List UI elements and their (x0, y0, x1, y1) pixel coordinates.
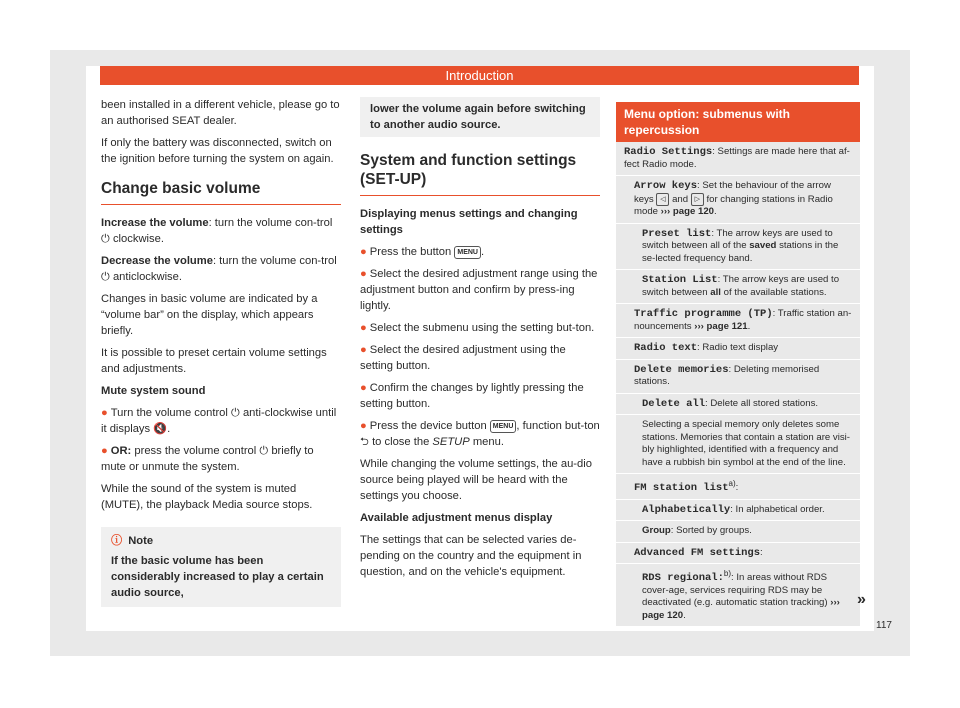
list-item: ● Select the desired adjustment using the setting button. (360, 344, 566, 372)
list-item: ● OR: press the volume control ⏻ briefly to mute or unmute the system. (101, 445, 314, 473)
arrow-left-icon: ◁ (656, 193, 669, 206)
note-continued: lower the volume again before switching to another audio source. (360, 97, 600, 137)
table-row: Radio text: Radio text display (616, 338, 860, 360)
paragraph: Changes in basic volume are indicated by a “volume bar” on the display, which appears briefly. (101, 293, 318, 337)
paragraph: If only the battery was disconnected, switch on the ignition before turning the system on again. (101, 137, 334, 165)
list-item: ● Select the desired adjustment range using the adjustment button and confirm by press-ing lightly. (360, 268, 598, 312)
table-header: Menu option: submenus with repercussion (616, 102, 860, 142)
list-item: ● Press the device button MENU , function but-ton ⮌ to close the SETUP menu. (360, 420, 600, 448)
arrow-right-icon: ▷ (691, 193, 704, 206)
list-item: ● Turn the volume control ⏻ anti-clockwise until it displays 🔇. (101, 407, 337, 435)
heading-change-volume: Change basic volume (101, 179, 341, 205)
subheading-mute: Mute system sound (101, 385, 206, 397)
left-column (101, 97, 341, 607)
list-item: ● Select the submenu using the setting but-ton. (360, 322, 595, 334)
menu-button-icon: MENU (490, 420, 517, 433)
table-row: Delete memories: Deleting memorised stations. (616, 360, 860, 394)
table-row: Arrow keys: Set the behaviour of the arrow keys ◁ and ▷ for changing stations in Radio mode ››› page 120. (616, 176, 860, 224)
menu-options-table (616, 102, 860, 627)
menu-button-icon: MENU (454, 246, 481, 259)
table-row: Radio Settings: Settings are made here that af-fect Radio mode. (616, 142, 860, 176)
table-row: Preset list: The arrow keys are used to switch between all of the saved stations in the se-lected frequency band. (616, 224, 860, 271)
table-row: RDS regional:$^{b)}$: In areas without RDS cover-age, services requiring RDS may be deactivated (e.g. automatic station tracking) ››› page 120. (616, 564, 860, 627)
table-row: Advanced FM settings: (616, 543, 860, 565)
list-item: ● Confirm the changes by lightly pressing the setting button. (360, 382, 584, 410)
section-header: Introduction (100, 66, 859, 85)
table-row: Alphabetically: In alphabetical order. (616, 500, 860, 522)
paragraph: While the sound of the system is muted (MUTE), the playback Media source stops. (101, 483, 313, 511)
paragraph: Increase the volume: turn the volume con-trol ⏻ clockwise. (101, 217, 333, 245)
paragraph: It is possible to preset certain volume settings and adjustments. (101, 347, 327, 375)
paragraph: The settings that can be selected varies de-pending on the country and the equipment in question, and on the vehicle's equipment. (360, 534, 582, 578)
list-item: ● Press the button MENU . (360, 246, 485, 258)
table-row: Selecting a special memory only deletes some stations. Memories that contain a station are visi-bly highlighted, identified with a frequency and have a rubbish bin symbol at the end of the line. (616, 415, 860, 474)
page-number: 117 (876, 620, 892, 631)
table-row: Traffic programme (TP): Traffic station an-nouncements ››› page 121. (616, 304, 860, 338)
paragraph: been installed in a different vehicle, please go to an authorised SEAT dealer. (101, 99, 340, 127)
table-row: Group: Sorted by groups. (616, 521, 860, 543)
paragraph: While changing the volume settings, the au-dio source being played will be heard with the settings you choose. (360, 458, 592, 502)
subheading-available-menus: Available adjustment menus display (360, 512, 553, 524)
note-box: ⓘ Note If the basic volume has been considerably increased to play a certain audio source, (101, 527, 341, 607)
subheading-displaying-menus: Displaying menus settings and changing settings (360, 208, 578, 236)
table-row: Delete all: Delete all stored stations. (616, 394, 860, 416)
heading-system-settings: System and function settings (SET-UP) (360, 151, 600, 196)
paragraph: Decrease the volume: turn the volume con-trol ⏻ anticlockwise. (101, 255, 337, 283)
continued-marker: » (857, 591, 866, 608)
info-icon: ⓘ (111, 535, 123, 547)
middle-column (360, 97, 600, 586)
table-row: Station List: The arrow keys are used to switch between all of the available stations. (616, 270, 860, 304)
table-row: FM station list$^{a)}$: (616, 474, 860, 500)
